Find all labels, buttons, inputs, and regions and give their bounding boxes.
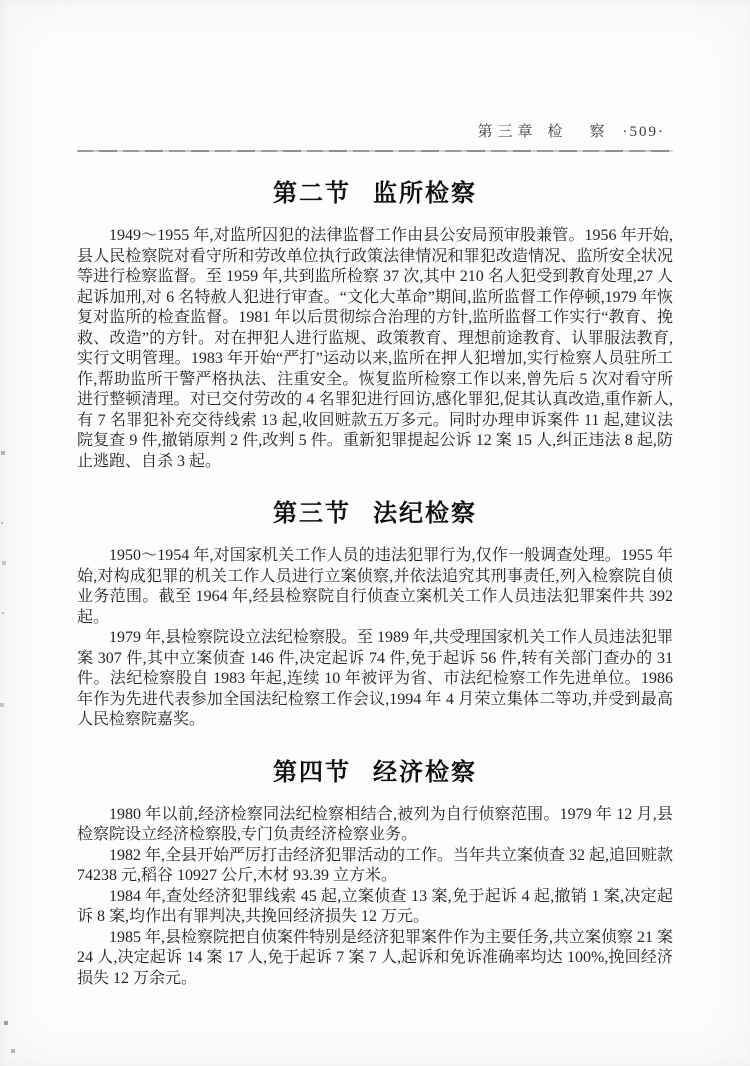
- section-number: 第二节: [273, 180, 351, 207]
- section-number: 第三节: [273, 500, 351, 527]
- paragraph: 1982 年,全县开始严厉打击经济犯罪活动的工作。当年共立案侦查 32 起,追回赃款 74238 元,稻谷 10927 公斤,木材 93.39 立方米。: [77, 846, 674, 884]
- section-title-text: 经济检察: [373, 758, 477, 786]
- section-prison-inspection: [77, 178, 673, 472]
- section-title: [77, 498, 673, 530]
- scan-artifacts: [0, 0, 2, 2]
- paragraph: 1950～1954 年,对国家机关工作人员的违法犯罪行为,仅作一般调查处理。1955 年始,对构成犯罪的机关工作人员进行立案侦察,并依法追究其刑事责任,列入检察院自侦业务范围。截至 1964 年,经县检察院自行侦查立案机关工作人员违法犯罪案件共 392 起。: [77, 547, 673, 626]
- section-law-discipline-inspection: [77, 498, 673, 731]
- header-rule: [77, 150, 673, 152]
- section-title-text: 监所检察: [373, 180, 477, 207]
- page-header: [77, 122, 673, 142]
- paragraph: 1985 年,县检察院把自侦案件特别是经济犯罪案件作为主要任务,共立案侦察 21 案 24 人,决定起诉 14 案 17 人,免于起诉 7 案 7 人,起诉和免诉准确率均达 100%,挽回经济损失 12 万余元。: [77, 928, 674, 987]
- page-number: ·509·: [622, 124, 665, 140]
- section-number: 第四节: [273, 758, 351, 786]
- section-economic-inspection: [77, 757, 673, 990]
- chapter-title: 检 察: [547, 124, 611, 140]
- section-title: [77, 178, 673, 210]
- section-title-text: 法纪检察: [373, 500, 477, 527]
- paragraph: 1984 年,查处经济犯罪线索 45 起,立案侦查 13 案,免于起诉 4 起,撤销 1 案,决定起诉 8 案,均作出有罪判决,共挽回经济损失 12 万元。: [77, 887, 673, 925]
- paragraph: 1949～1955 年,对监所囚犯的法律监督工作由县公安局预审股兼管。1956 年开始,县人民检察院对看守所和劳改单位执行政策法律情况和罪犯改造情况、监所安全状况等进行检察监督。至 1959 年,共到监所检察 37 次,其中 210 名人犯受到教育处理,27 人起诉加刑,对 6 名特赦人犯进行审查。“文化大革命”期间,监所监督工作停顿,1979 年恢复对监所的检查监督。1981 年以后贯彻综合治理的方针,监所监督工作实行“教育、挽救、改造”的方针。对在押犯人进行监规、政策教育、理想前途教育、认罪服法教育,实行文明管理。1983 年开始“严打”运动以来,监所在押人犯增加,实行检察人员驻所工作,帮助监所干警严格执法、注重安全。恢复监所检察工作以来,曾先后 5 次对看守所进行整顿清理。对已交付劳改的 4 名罪犯进行回访,感化罪犯,促其认真改造,重作新人,有 7 名罪犯补充交待线索 13 起,收回赃款五万多元。同时办理申诉案件 11 起,建议法院复查 9 件,撤销原判 2 件,改判 5 件。重新犯罪提起公诉 12 案 15 人,纠正违法 8 起,防止逃跑、自杀 3 起。: [77, 227, 673, 470]
- paragraph: 1979 年,县检察院设立法纪检察股。至 1989 年,共受理国家机关工作人员违法犯罪案 307 件,其中立案侦查 146 件,决定起诉 74 件,免于起诉 56 件,转有关部门查办的 31 件。法纪检察股自 1983 年起,连续 10 年被评为省、市法纪检察工作先进单位。1986 年作为先进代表参加全国法纪检察工作会议,1994 年 4 月荣立集体二等功,并受到最高人民检察院嘉奖。: [77, 629, 674, 728]
- section-title: [77, 757, 673, 789]
- chapter-label: 第三章: [477, 124, 538, 140]
- paragraph: 1980 年以前,经济检察同法纪检察相结合,被列为自行侦察范围。1979 年 12 月,县检察院设立经济检察股,专门负责经济检察业务。: [77, 805, 673, 843]
